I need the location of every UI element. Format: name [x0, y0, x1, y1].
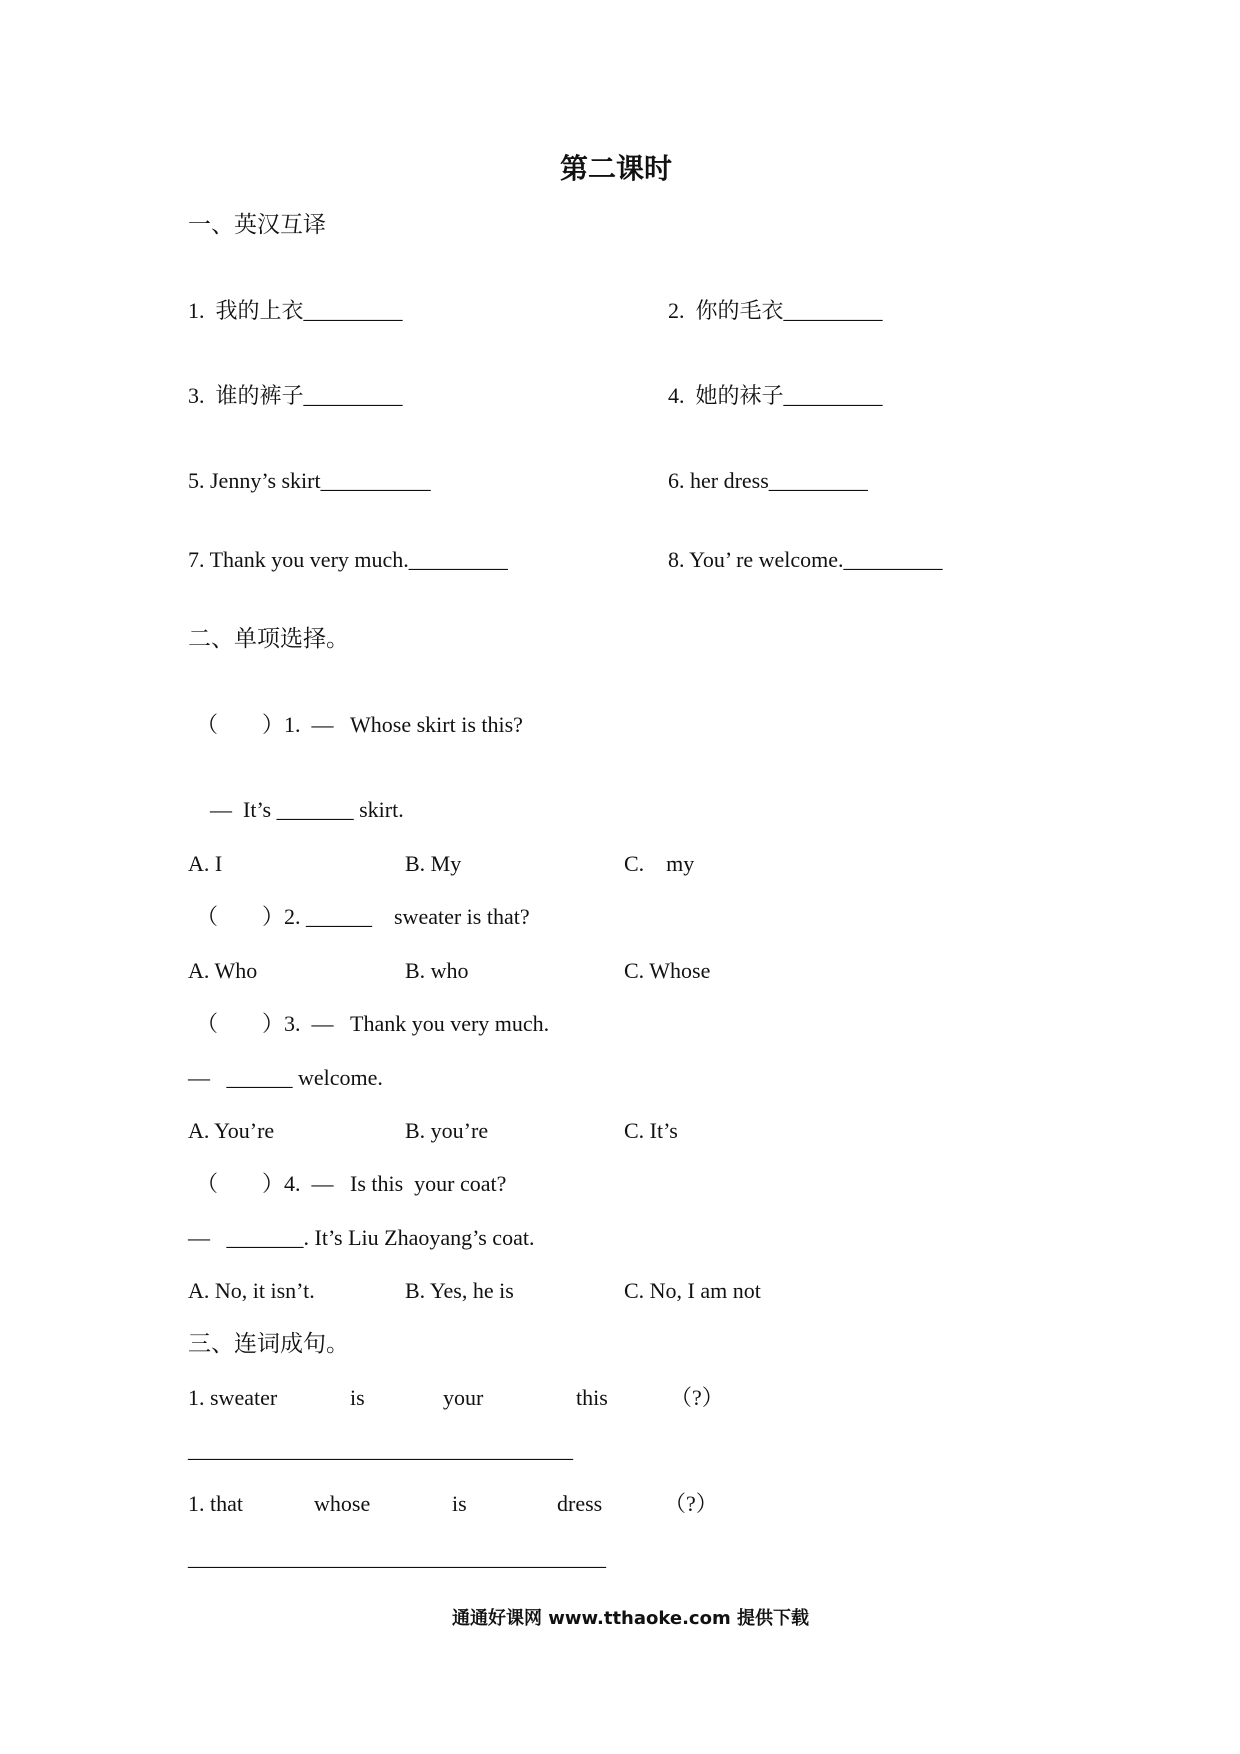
mc-q2-stem: （ ）2. ______ sweater is that?: [196, 904, 530, 929]
reorder-q2-word-5: （?）: [664, 1491, 718, 1516]
translation-item-2: 2. 你的毛衣_________: [668, 298, 883, 323]
footer-text: 通通好课网 www.tthaoke.com 提供下载: [452, 1608, 809, 1629]
page-title: 第二课时: [560, 152, 673, 185]
translation-item-3: 3. 谁的裤子_________: [188, 383, 403, 408]
reorder-q1-word-2: is: [350, 1385, 365, 1410]
mc-q3-option-c: C. It’s: [624, 1118, 678, 1143]
mc-q3-answer: — ______ welcome.: [188, 1065, 383, 1090]
mc-q4-option-a: A. No, it isn’t.: [188, 1278, 315, 1303]
mc-q1-option-b: B. My: [405, 851, 462, 876]
reorder-q1-word-5: （?）: [670, 1385, 724, 1410]
mc-q3-option-b: B. you’re: [405, 1118, 489, 1143]
mc-q2-option-a: A. Who: [188, 958, 258, 983]
section1-heading: 一、英汉互译: [188, 212, 326, 237]
mc-q1-stem: （ ）1. — Whose skirt is this?: [196, 712, 523, 737]
translation-item-6: 6. her dress_________: [668, 468, 868, 493]
mc-q4-answer: — _______. It’s Liu Zhaoyang’s coat.: [188, 1225, 535, 1250]
mc-q4-option-c: C. No, I am not: [624, 1278, 761, 1303]
reorder-q1-word-4: this: [576, 1385, 608, 1410]
mc-q4-stem: （ ）4. — Is this your coat?: [196, 1171, 507, 1196]
section2-heading: 二、单项选择。: [188, 626, 349, 651]
mc-q3-option-a: A. You’re: [188, 1118, 275, 1143]
reorder-q1-answer-line: ___________________________________: [188, 1437, 573, 1462]
translation-item-1: 1. 我的上衣_________: [188, 298, 403, 323]
reorder-q1-word-1: 1. sweater: [188, 1385, 278, 1410]
reorder-q2-word-3: is: [452, 1491, 467, 1516]
reorder-q2-answer-line: ______________________________________: [188, 1545, 606, 1570]
translation-item-5: 5. Jenny’s skirt__________: [188, 468, 431, 493]
mc-q2-option-c: C. Whose: [624, 958, 711, 983]
reorder-q2-word-2: whose: [314, 1491, 371, 1516]
mc-q1-option-a: A. I: [188, 851, 223, 876]
translation-item-4: 4. 她的袜子_________: [668, 383, 883, 408]
section3-heading: 三、连词成句。: [188, 1331, 349, 1356]
reorder-q1-word-3: your: [443, 1385, 484, 1410]
mc-q1-answer: — It’s _______ skirt.: [210, 797, 404, 822]
reorder-q2-word-1: 1. that: [188, 1491, 243, 1516]
translation-item-7: 7. Thank you very much._________: [188, 547, 508, 572]
reorder-q2-word-4: dress: [557, 1491, 603, 1516]
mc-q1-option-c: C. my: [624, 851, 695, 876]
mc-q4-option-b: B. Yes, he is: [405, 1278, 514, 1303]
translation-item-8: 8. You’ re welcome._________: [668, 547, 943, 572]
mc-q2-option-b: B. who: [405, 958, 469, 983]
mc-q3-stem: （ ）3. — Thank you very much.: [196, 1011, 550, 1036]
